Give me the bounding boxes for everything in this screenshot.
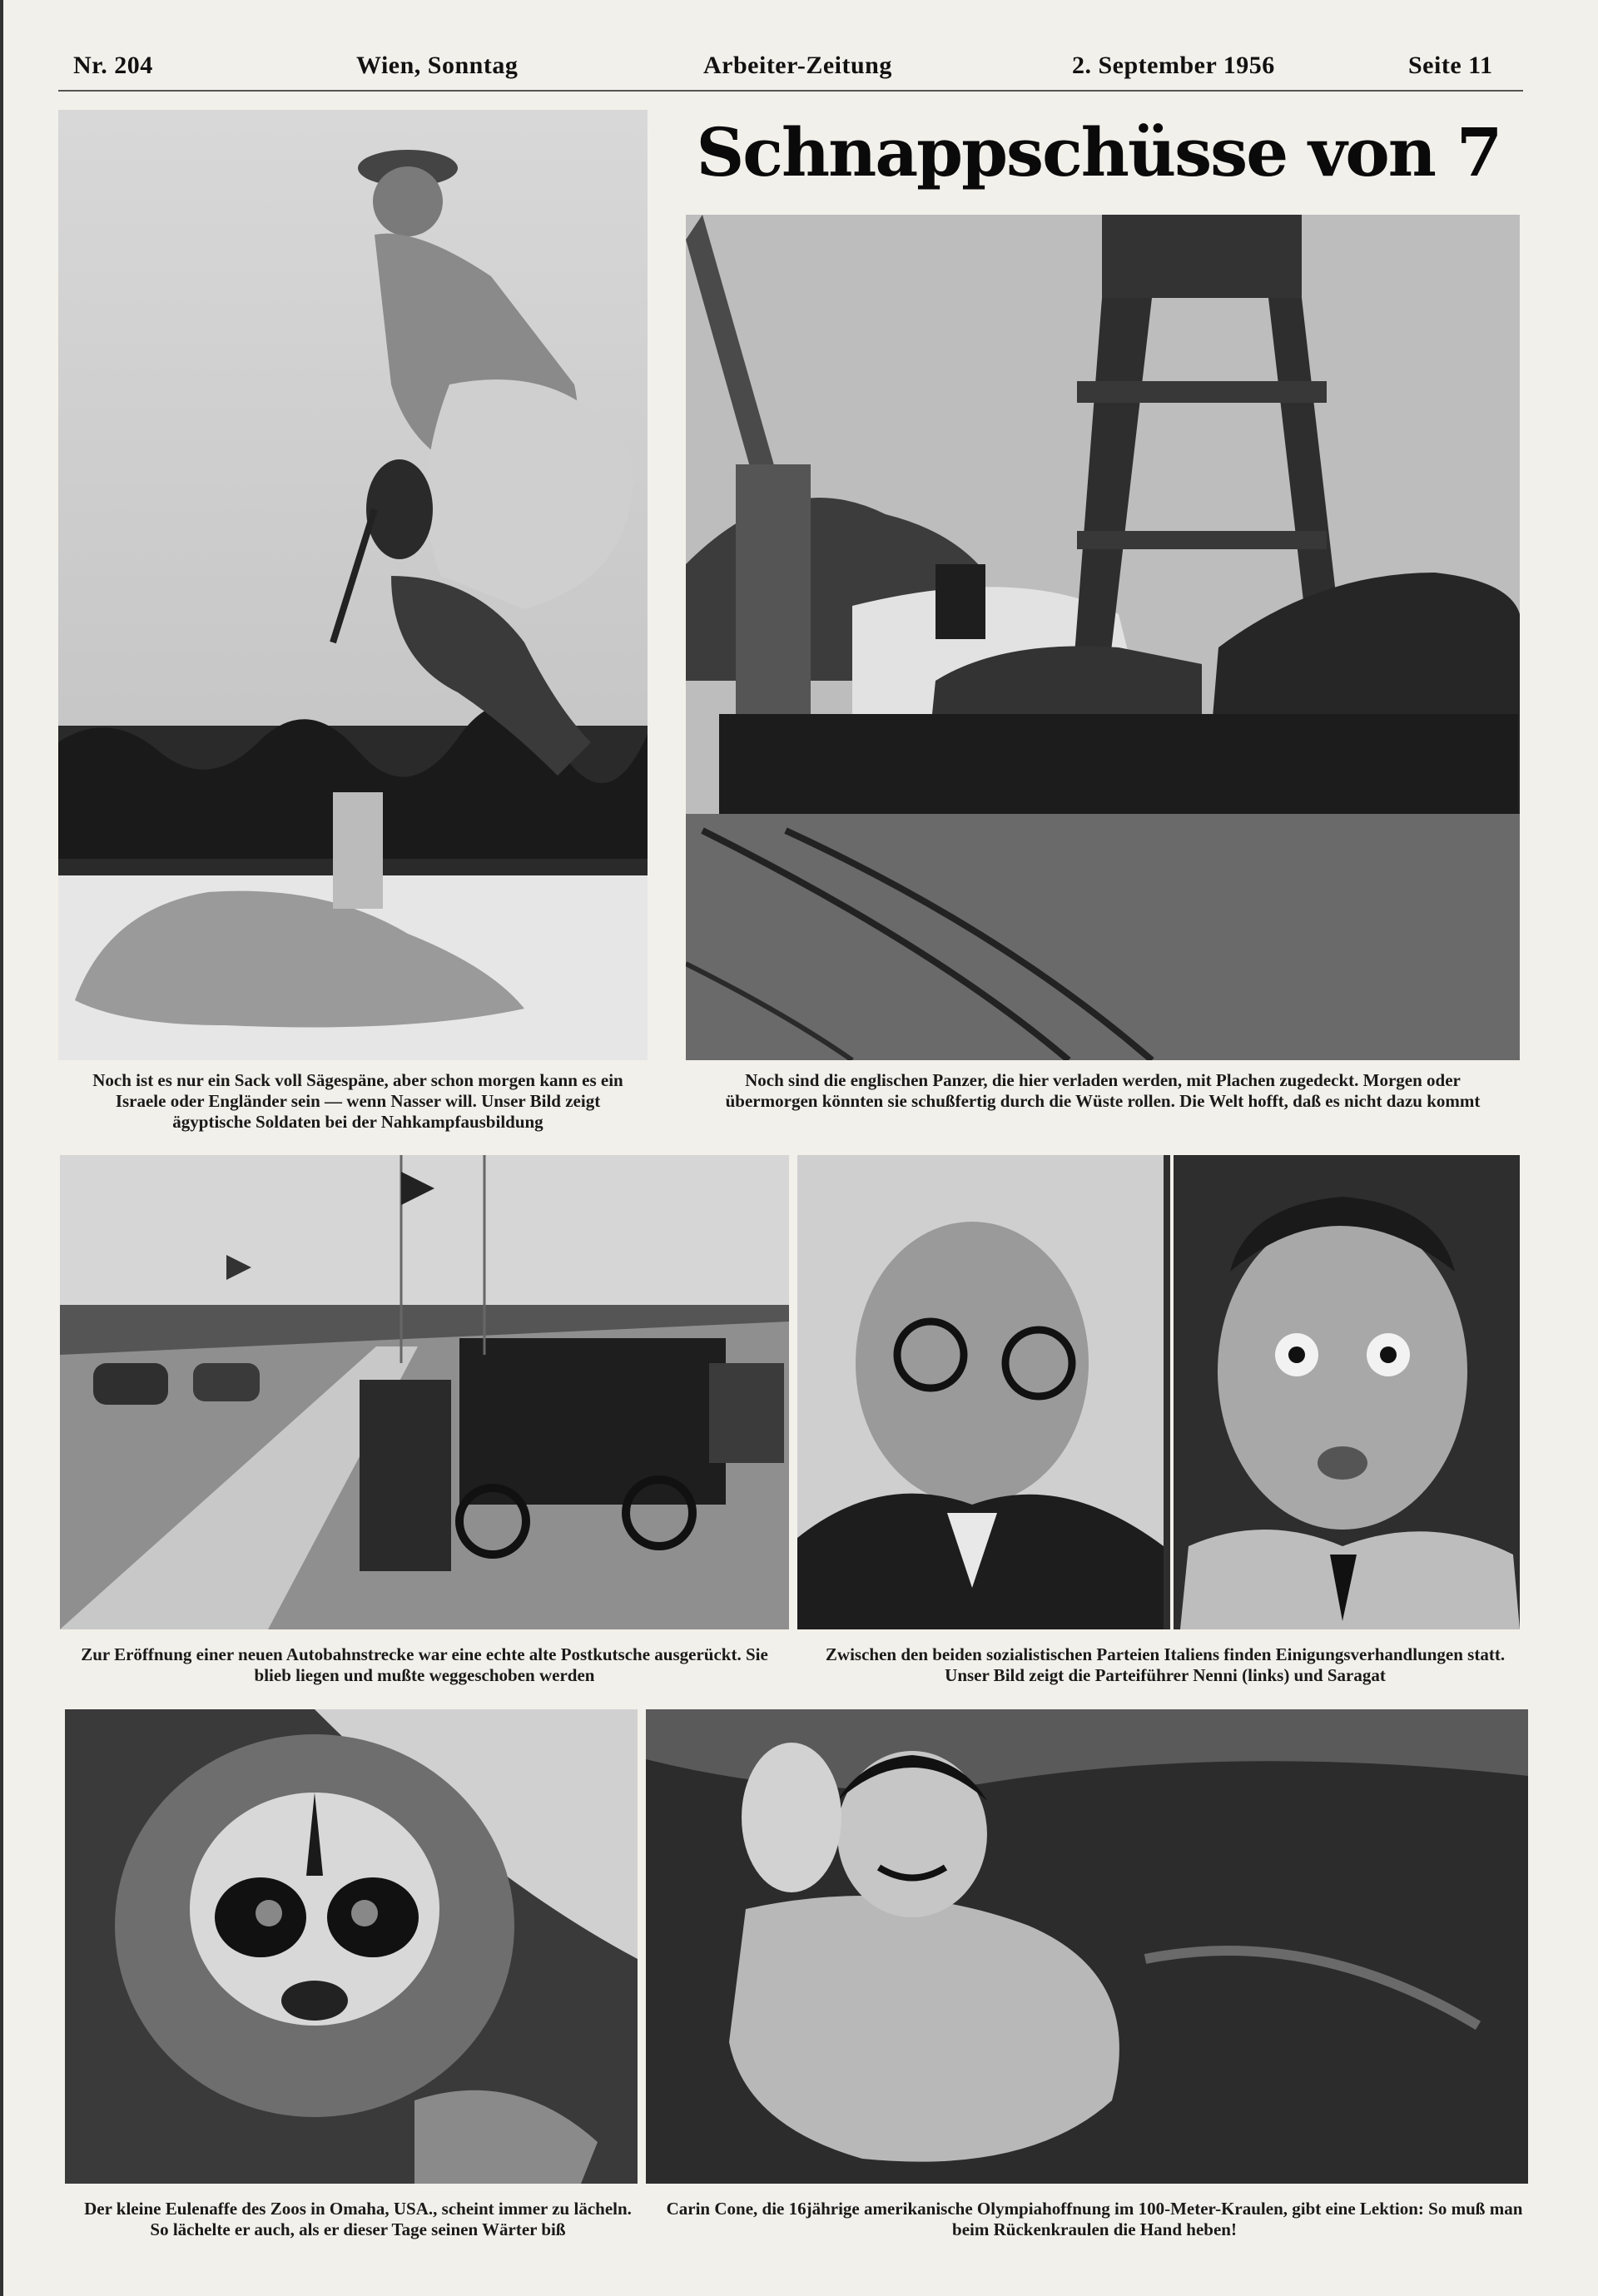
header-rule xyxy=(58,90,1523,92)
photo-soldier-training xyxy=(58,110,648,1060)
caption-party-leaders: Zwischen den beiden sozialistischen Parteien Italiens finden Einigungsverhandlungen statt. Unser Bild zeigt die Parteiführer Nenni (links) und Saragat xyxy=(825,1644,1506,1685)
photo-stagecoach-autobahn xyxy=(60,1155,789,1629)
caption-tanks-loading: Noch sind die englischen Panzer, die hier verladen werden, mit Plachen zugedeckt. Morgen oder übermorgen könnten sie schußfertig durch die Wüste rollen. Die Welt hofft, daß es nicht dazu kommt xyxy=(725,1070,1481,1111)
page-headline: Schnappschüsse von 7 xyxy=(696,113,1501,191)
caption-owl-monkey: Der kleine Eulenaffe des Zoos in Omaha, USA., scheint immer zu lächeln. So lächelte er auch, als er dieser Tage seinen Wärter biß xyxy=(84,2199,632,2239)
photo-owl-monkey xyxy=(65,1709,638,2184)
photo-tanks-loading xyxy=(686,215,1520,1060)
caption-soldier-training: Noch ist es nur ein Sack voll Sägespäne, aber schon morgen kann es ein Israele oder Engländer sein — wenn Nasser will. Unser Bild zeigt ägyptische Soldaten bei der Nahkampfausbildung xyxy=(92,1070,623,1132)
photo-party-leaders xyxy=(797,1155,1520,1629)
page-edge xyxy=(0,0,3,2296)
place-day: Wien, Sonntag xyxy=(356,52,519,79)
photo-swimmer xyxy=(646,1709,1528,2184)
page-number: Seite 11 xyxy=(1408,52,1493,79)
caption-stagecoach-autobahn: Zur Eröffnung einer neuen Autobahnstrecke war eine echte alte Postkutsche ausgerückt. Sie blieb liegen und mußte weggeschoben werden xyxy=(81,1644,768,1685)
issue-date: 2. September 1956 xyxy=(1072,52,1275,79)
caption-swimmer: Carin Cone, die 16jährige amerikanische Olympiahoffnung im 100-Meter-Kraulen, gibt eine Lektion: So muß man beim Rückenkraulen die Hand heben! xyxy=(666,2199,1523,2239)
newspaper-name: Arbeiter-Zeitung xyxy=(703,52,892,79)
issue-number: Nr. 204 xyxy=(73,52,153,79)
